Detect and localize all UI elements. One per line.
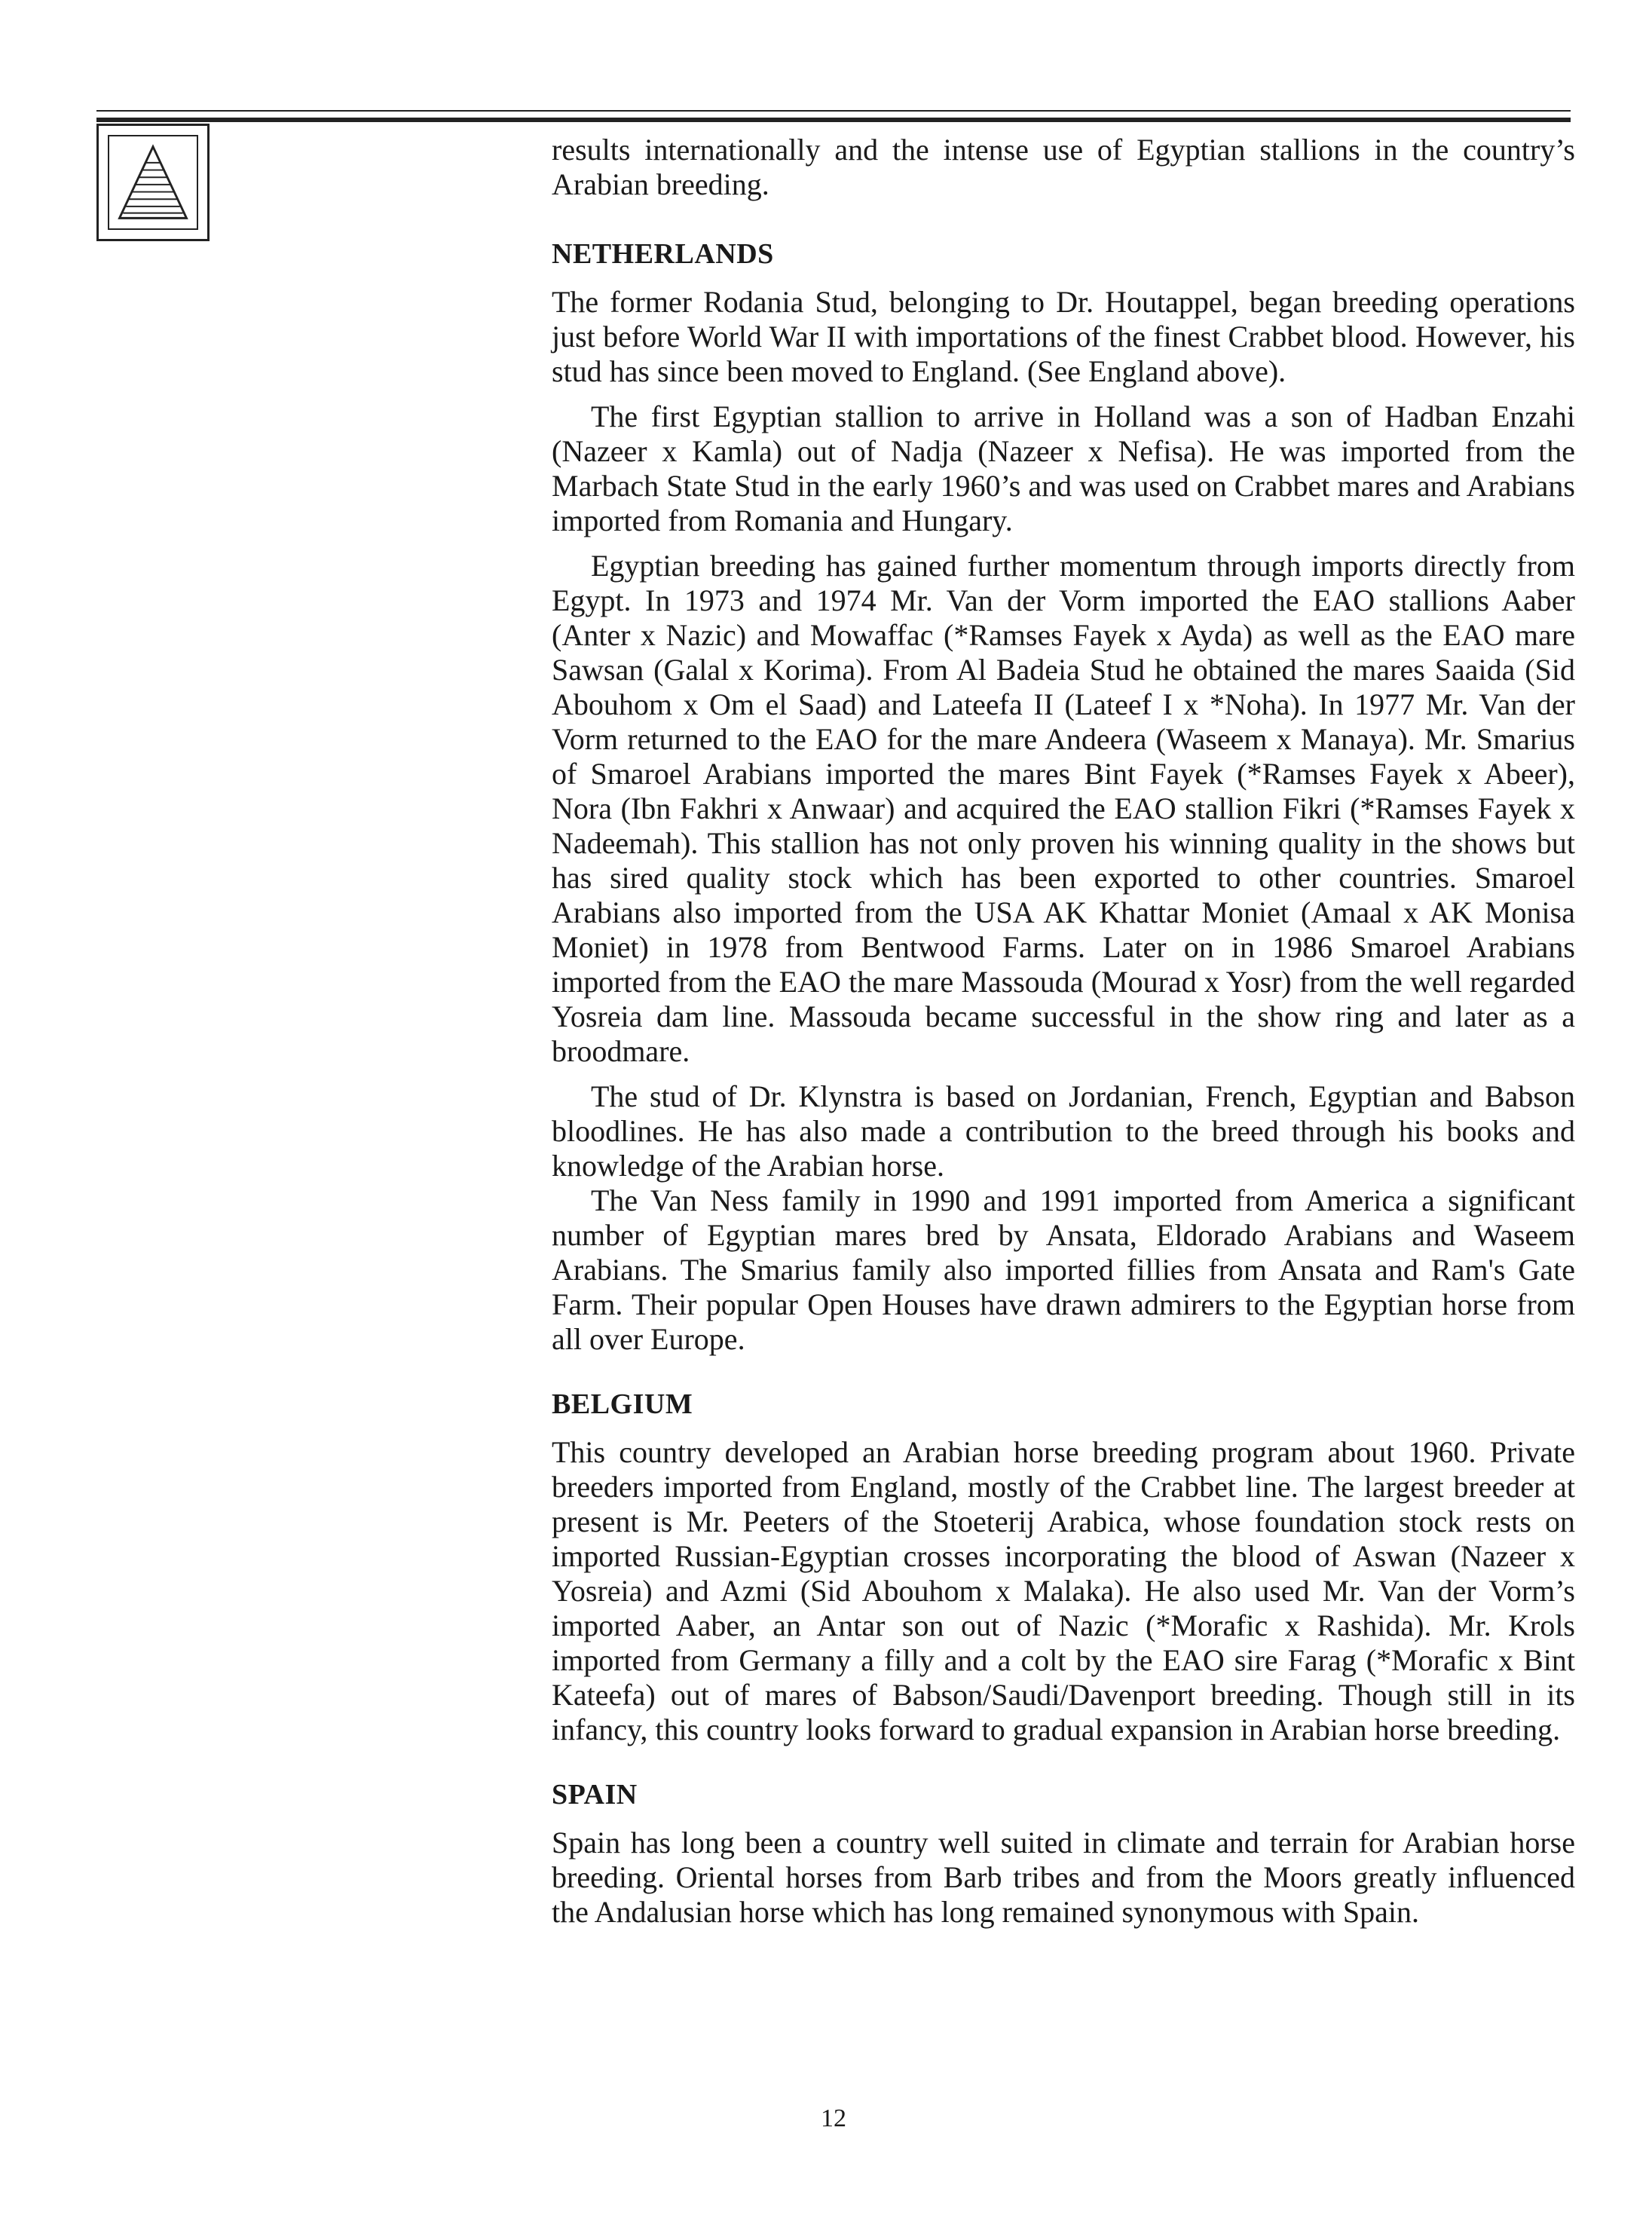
- article-body: [552, 133, 1575, 1940]
- spain-paragraph-1: Spain has long been a country well suited in climate and terrain for Arabian horse breeding. Oriental horses from Barb tribes and from the Moors greatly influenced the Andalusian horse which has long remained synonymous with Spain.: [552, 1826, 1575, 1929]
- netherlands-paragraph-2: The first Egyptian stallion to arrive in Holland was a son of Hadban Enzahi (Nazeer x Kamla) out of Nadja (Nazeer x Nefisa). He was imported from the Marbach State Stud in the early 1960’s and was used on Crabbet mares and Arabians imported from Romania and Hungary.: [552, 399, 1575, 537]
- netherlands-paragraph-4: The stud of Dr. Klynstra is based on Jordanian, French, Egyptian and Babson bloodlines. He has also made a contribution to the breed through his books and knowledge of the Arabian horse.: [552, 1079, 1575, 1183]
- page-number: 12: [821, 2104, 846, 2132]
- logo-frame: [96, 124, 210, 241]
- netherlands-paragraph-3: Egyptian breeding has gained further momentum through imports directly from Egypt. In 1973 and 1974 Mr. Van der Vorm imported the EAO stallions Aaber (Anter x Nazic) and Mowaffac (*Ramses Fayek x Ayda) as well as the EAO mare Sawsan (Galal x Korima). From Al Badeia Stud he obtained the mares Saaida (Sid Abouhom x Om el Saad) and Lateefa II (Lateef I x *Noha). In 1977 Mr. Van der Vorm returned to the EAO for the mare Andeera (Waseem x Manaya). Mr. Smarius of Smaroel Arabians imported the mares Bint Fayek (*Ramses Fayek x Abeer), Nora (Ibn Fakhri x Anwaar) and acquired the EAO stallion Fikri (*Ramses Fayek x Nadeemah). This stallion has not only proven his winning quality in the shows but has sired quality stock which has been exported to other countries. Smaroel Arabians also imported from the USA AK Khattar Moniet (Amaal x AK Monisa Moniet) in 1978 from Bentwood Farms. Later on in 1986 Smaroel Arabians imported from the EAO the mare Massouda (Mourad x Yosr) from the well regarded Yosreia dam line. Massouda became successful in the show ring and later as a broodmare.: [552, 549, 1575, 1068]
- belgium-paragraph-1: This country developed an Arabian horse breeding program about 1960. Private breeders imported from England, mostly of the Crabbet line. The largest breeder at present is Mr. Peeters of the Stoeterij Arabica, whose foundation stock rests on imported Russian-Egyptian crosses incorporating the blood of Aswan (Nazeer x Yosreia) and Azmi (Sid Abouhom x Malaka). He also used Mr. Van der Vorm’s imported Aaber, an Antar son out of Nazic (*Morafic x Rashida). Mr. Krols imported from Germany a filly and a colt by the EAO sire Farag (*Morafic x Bint Kateefa) out of mares of Babson/Saudi/Davenport breeding. Though still in its infancy, this country looks forward to gradual expansion in Arabian horse breeding.: [552, 1435, 1575, 1746]
- triangle-emblem-icon: [108, 135, 198, 230]
- header-rule-thick: [96, 118, 1571, 122]
- netherlands-paragraph-1: The former Rodania Stud, belonging to Dr. Houtappel, began breeding operations just before World War II with importations of the finest Crabbet blood. However, his stud has since been moved to England. (See England above).: [552, 285, 1575, 388]
- section-heading-belgium: BELGIUM: [552, 1388, 693, 1420]
- section-heading-spain: SPAIN: [552, 1779, 638, 1810]
- netherlands-paragraph-5: The Van Ness family in 1990 and 1991 imported from America a significant number of Egyptian mares bred by Ansata, Eldorado Arabians and Waseem Arabians. The Smarius family also imported fillies from Ansata and Ram's Gate Farm. Their popular Open Houses have drawn admirers to the Egyptian horse from all over Europe.: [552, 1183, 1575, 1356]
- intro-paragraph: results internationally and the intense use of Egyptian stallions in the country’s Arabian breeding.: [552, 133, 1575, 201]
- section-heading-netherlands: NETHERLANDS: [552, 238, 774, 270]
- header-rule-thin: [96, 110, 1571, 112]
